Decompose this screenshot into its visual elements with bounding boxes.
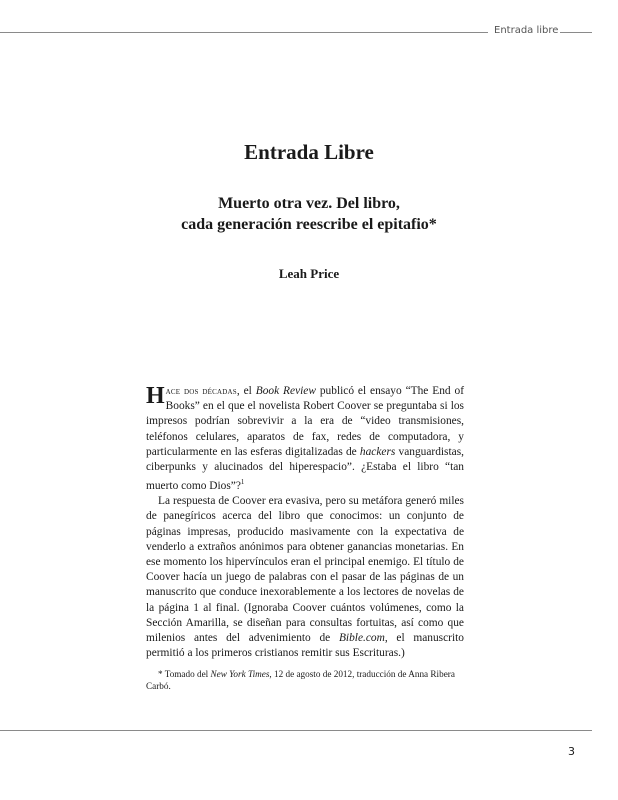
drop-cap: H [146, 383, 165, 409]
paragraph-1 [146, 384, 464, 494]
footnote-text: , 12 de agosto de 2012, traducción de Anna Ribera Carbó. [146, 669, 455, 691]
footnote-text: * Tomado del [158, 669, 211, 679]
author-name: Leah Price [278, 266, 340, 281]
footnote [146, 669, 464, 692]
running-head: Entrada libre [494, 25, 559, 36]
article-body [146, 384, 464, 661]
text-run: vanguardistas, ciberpunks y alucinados del hiperespacio”. ¿Estaba el libro “tan muerto como Dios”? [146, 445, 464, 493]
text-run: La respuesta de Coover era evasiva, pero su metáfora generó miles de panegíricos acerca del libro que conocimos: un conjunto de páginas impresas, producido masivamente con la expectativa de venderlo a extraños anónimos para obtener ganancias monetarias. En ese momento los hipervínculos eran el principal enemigo. El título de Coover hacía un juego de palabras con el pasar de las páginas de un manuscrito que conduce inexorablemente a los lectores de novelas de la página 1 al final. (Ignoraba Coover cuántos volúmenes, como la Sección Amarilla, se diseñan para consultas fortuitas, así como que milenios antes del advenimiento de [146, 495, 464, 645]
subtitle-line-2: cada generación reescribe el epitafio* [181, 216, 437, 233]
footer-rule [0, 730, 592, 731]
nyt-title: New York Times [210, 669, 270, 679]
hackers-term: hackers [359, 445, 396, 458]
text-run: , el manuscrito permitió a los primeros cristianos remitir sus Escrituras.) [146, 632, 464, 660]
footnote-ref: 1 [240, 478, 245, 487]
text-run: publicó el ensayo “The End of Books” en el que el novelista Robert Coover se preguntaba si los impresos podrían sobrevivir a la era de “video transmisiones, teléfonos celulares, aparatos de fax, redes de computadora, y particularmente en las esferas digitalizadas de [146, 385, 465, 458]
section-title: Entrada Libre [244, 140, 374, 164]
paragraph-2 [146, 494, 464, 661]
header-rule [0, 32, 488, 33]
subtitle-line-1: Muerto otra vez. Del libro, [218, 195, 400, 212]
book-review-title: Book Review [255, 385, 316, 397]
text-run: , el [236, 385, 256, 397]
bible-com: Bible.com [338, 632, 385, 645]
article-subtitle [0, 193, 618, 235]
opening-smallcaps: ace dos décadas [165, 386, 237, 397]
page-number: 3 [568, 745, 575, 758]
header-rule-end [560, 32, 592, 33]
